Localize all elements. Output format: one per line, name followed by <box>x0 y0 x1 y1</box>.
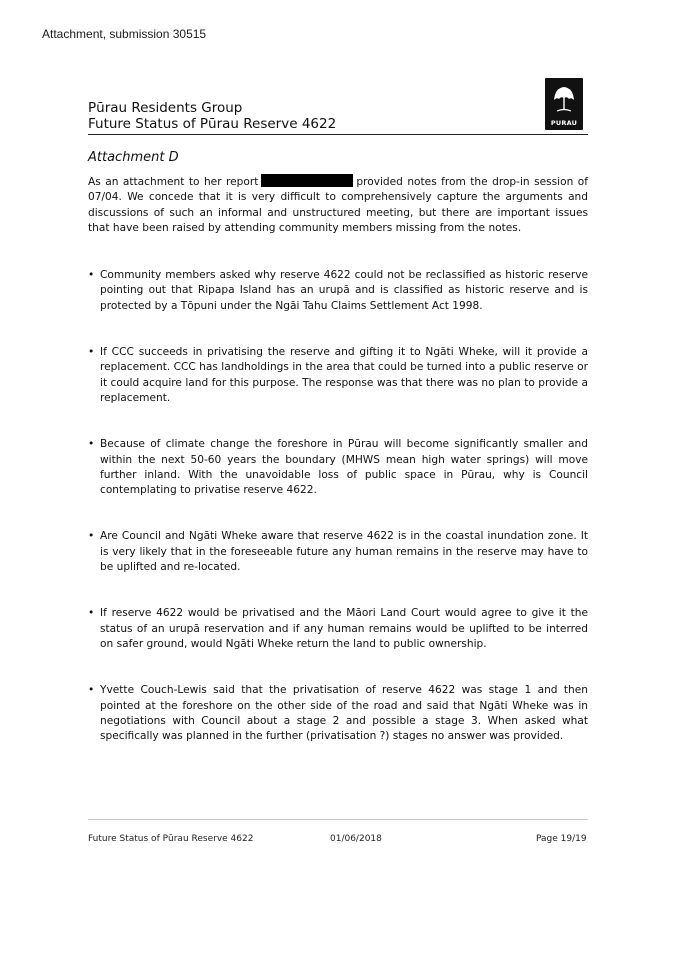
footer-page-number: Page 19/19 <box>536 834 587 844</box>
header-divider <box>88 134 588 135</box>
footer-divider <box>88 819 588 820</box>
issues-list <box>88 268 588 744</box>
intro-text-start: As an attachment to her report <box>88 176 259 188</box>
list-item-text: If reserve 4622 would be privatised and the Māori Land Court would agree to give it the status of an urupā reservation and if any human remains would be uplifted to be interred on safer ground, would Ngāti Wheke return the land to public ownership. <box>100 607 588 650</box>
list-item-text: Yvette Couch-Lewis said that the privatisation of reserve 4622 was stage 1 and then pointed at the foreshore on the other side of the road and said that Ngāti Wheke was in negotiations with Council about a stage 2 and possible a stage 3. When asked what specifically was planned in the further (privatisation ?) stages no answer was provided. <box>100 684 588 743</box>
list-item <box>88 268 588 314</box>
intro-paragraph <box>88 174 588 236</box>
list-item-text: Because of climate change the foreshore in Pūrau will become significantly smaller and within the next 50-60 years the boundary (MHWS mean high water springs) will move further inland. With the unavoidable loss of public space in Pūrau, why is Council contemplating to privatise reserve 4622. <box>100 438 588 497</box>
bullet-icon: • <box>88 269 95 282</box>
list-item-text: If CCC succeeds in privatising the reserve and gifting it to Ngāti Wheke, will it provide a replacement. CCC has landholdings in the area that could be turned into a public reserve or it could acquire land for this purpose. The response was that there was no plan to provide a replacement. <box>100 346 588 404</box>
purau-logo <box>545 78 583 130</box>
organisation-name: Pūrau Residents Group <box>88 100 243 116</box>
submission-stamp: Attachment, submission 30515 <box>42 27 207 41</box>
umbrella-tree-logo-icon <box>545 78 583 118</box>
list-item <box>88 437 588 498</box>
bullet-icon: • <box>88 607 95 620</box>
list-item <box>88 606 588 652</box>
bullet-icon: • <box>88 530 95 543</box>
list-item <box>88 683 588 744</box>
list-item-text: Community members asked why reserve 4622 could not be reclassified as historic reserve pointing out that Ripapa Island has an urupā and is classified as historic reserve and is protected by a Tōpuni under the Ngāi Tahu Claims Settlement Act 1998. <box>100 269 588 312</box>
list-item <box>88 529 588 575</box>
footer-document-title: Future Status of Pūrau Reserve 4622 <box>88 834 254 844</box>
logo-wordmark: PURAU <box>550 119 578 127</box>
attachment-heading: Attachment D <box>88 150 179 165</box>
footer-date: 01/06/2018 <box>330 834 382 844</box>
document-body <box>88 174 588 744</box>
intro-text-end: provided notes from the drop-in session of 07/04. We concede that it is very difficult to comprehensively capture the arguments and discussions of such an informal and unstructured meeting, but there are important issues that have been raised by attending community members missing from the notes. <box>88 176 588 234</box>
bullet-icon: • <box>88 346 95 359</box>
document-header <box>88 100 336 132</box>
bullet-icon: • <box>88 684 95 697</box>
redaction-block <box>261 174 353 187</box>
document-title: Future Status of Pūrau Reserve 4622 <box>88 116 337 132</box>
bullet-icon: • <box>88 438 95 451</box>
list-item-text: Are Council and Ngāti Wheke aware that reserve 4622 is in the coastal inundation zone. It is very likely that in the foreseeable future any human remains in the reserve may have to be uplifted and re-located. <box>100 530 588 574</box>
list-item <box>88 345 588 406</box>
